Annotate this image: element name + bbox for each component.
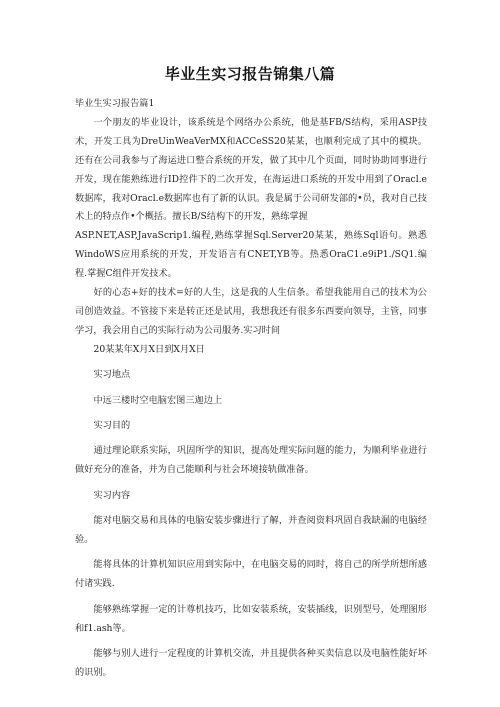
body-paragraph: ASP.NET,ASP,JavaScrip1.编程,熟练掌握Sql.Server20某某，熟练Sql语句。熟悉WindoWS应用系统的开发，开发语言有CNET,YB等。热悉OraC1.e9iP1./SQ1.编程.掌握C组件开发技术。 <box>75 230 427 280</box>
internship-time: 20某某年X月X日到X月X日 <box>93 343 205 355</box>
section-heading: 毕业生实习报告篇1 <box>75 98 155 109</box>
body-paragraph: 能将具体的计算机知识应用到实际中，在电脑交易的同时，将自己的所学所想所感付诸实践. <box>75 559 427 590</box>
body-paragraph: 一个朋友的毕业设计，该系统是个网络办公系统，他是基FB/S结构，采用ASP技术，开发工具为DreUinWeaVerMX和ACCeSS20某某，也顺利完成了其中的模块。还有在公司我参与了海运进口整合系统的开发，做了其中几个页面，同时协助同事进行开发，现在能熟练进行ID控件下的二次开发，在海运进口系统的开发中用到了Oracl.e数据库，我对Oracl.e数据库也有了新的认识。我是属于公司研发部的•员，我对自己技术上的特点作•个概括。擅长B/S结构下的开发，熟练掌握 <box>75 116 427 223</box>
body-paragraph: 能够与别人进行一定程度的计算机交流，并且提供各种买卖信息以及电脑性能好坏的识别。 <box>75 648 427 678</box>
document-body <box>75 95 427 683</box>
internship-location-heading: 实习地点 <box>93 369 131 381</box>
internship-purpose-heading: 实习目的 <box>93 420 131 431</box>
body-paragraph: 好的心态+好的技术=好的人生，这是我的人生信条。希望我能用自己的技术为公司创造效益。不管接下来是转正还是试用，我想我还有很多东西要向领导，主管，同事学习，我会用自己的实际行动为公司服务.实习时间 <box>75 287 427 336</box>
body-paragraph: 通过理论联系实际，巩固所学的知识，提高处理实际问题的能力，为顺利毕业进行做好充分的准备，并为自己能顺利与社会环境接轨做准备。 <box>75 445 427 476</box>
internship-content-heading: 实习内容 <box>93 489 131 501</box>
body-paragraph: 能够熟练掌握一定的计尊机技巧，比如安装系统，安装插线，识别型号，处理图形和f1.ash等。 <box>75 603 427 634</box>
body-paragraph: 能对电脑交易和具体的电脑安装步骤进行了解，并查阅资料巩固自我缺漏的电脑经验。 <box>75 515 427 546</box>
internship-location: 中远三楼时空电脑宏图三迦边上 <box>93 394 223 406</box>
document-title: 毕业生实习报告锦集八篇 <box>164 65 336 83</box>
